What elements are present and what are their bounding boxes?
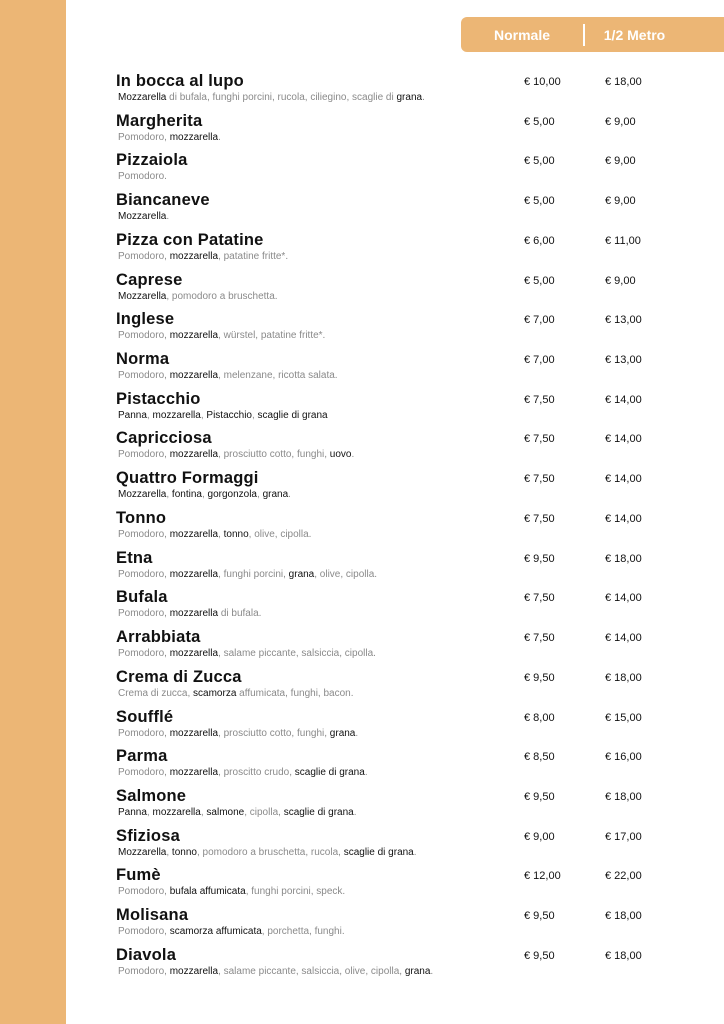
item-name: Molisana [116, 906, 189, 925]
menu-item [116, 428, 696, 468]
description-highlight: mozzarella [169, 449, 219, 461]
description-text: , [218, 528, 224, 540]
price-mezzo-metro: € 18,00 [605, 790, 642, 803]
price-normale: € 7,50 [524, 592, 555, 605]
description-highlight: mozzarella [169, 370, 219, 382]
price-mezzo-metro: € 14,00 [605, 393, 642, 406]
price-normale: € 5,00 [524, 155, 555, 168]
description-highlight: grana [396, 92, 423, 103]
item-description [118, 847, 417, 859]
description-highlight: grana [329, 727, 356, 739]
description-text: affumicata, funghi, bacon. [236, 687, 354, 699]
price-normale: € 7,50 [524, 512, 555, 525]
description-highlight: Mozzarella [118, 489, 167, 501]
menu-item [116, 389, 696, 429]
price-mezzo-metro: € 9,00 [605, 274, 636, 287]
description-text: , olive, cipolla. [314, 568, 378, 580]
price-mezzo-metro: € 14,00 [605, 512, 642, 525]
price-normale: € 12,00 [524, 870, 561, 883]
price-mezzo-metro: € 22,00 [605, 870, 642, 883]
item-name: Pizzaiola [116, 151, 188, 170]
description-highlight: Mozzarella [118, 211, 167, 223]
menu-item [116, 468, 696, 508]
price-mezzo-metro: € 14,00 [605, 632, 642, 645]
description-text: Pomodoro, [118, 886, 170, 898]
pizza-menu-list [116, 71, 696, 985]
description-highlight: mozzarella [169, 330, 219, 342]
description-highlight: scaglie di grana [343, 846, 414, 858]
description-text: Pomodoro, [118, 568, 170, 580]
description-text: , [257, 489, 263, 501]
price-normale: € 9,50 [524, 671, 555, 684]
description-text: Pomodoro, [118, 965, 170, 977]
price-normale: € 8,00 [524, 711, 555, 724]
item-description [118, 291, 278, 303]
description-text: , funghi porcini, speck. [245, 886, 346, 898]
description-highlight: Mozzarella [118, 846, 167, 858]
price-mezzo-metro: € 15,00 [605, 711, 642, 724]
description-highlight: gorgonzola [207, 489, 257, 501]
menu-item [116, 548, 696, 588]
item-name: Fumè [116, 866, 161, 885]
description-highlight: uovo [329, 449, 352, 461]
description-highlight: Mozzarella [118, 92, 167, 103]
price-normale: € 7,50 [524, 632, 555, 645]
description-highlight: Pistacchio [206, 409, 252, 421]
description-text: , olive, cipolla. [248, 528, 312, 540]
item-name: Tonno [116, 508, 167, 527]
description-text: , [201, 489, 208, 501]
description-text: , salame piccante, salsiccia, olive, cipolla, [218, 965, 405, 977]
header-mezzo-metro: 1/2 Metro [603, 26, 666, 43]
price-mezzo-metro: € 16,00 [605, 751, 642, 764]
item-name: Parma [116, 747, 168, 766]
price-normale: € 6,00 [524, 234, 555, 247]
description-highlight: scaglie di grana [294, 767, 365, 779]
price-mezzo-metro: € 18,00 [605, 910, 642, 923]
description-text: , pomodoro a bruschetta. [166, 290, 278, 302]
menu-item [116, 667, 696, 707]
menu-item [116, 309, 696, 349]
item-name: Etna [116, 548, 153, 567]
price-normale: € 9,00 [524, 830, 555, 843]
description-text: , pomodoro a bruschetta, rucola, [196, 846, 344, 858]
item-name: Norma [116, 350, 170, 369]
item-description [118, 966, 433, 978]
item-name: Bufala [116, 588, 168, 607]
description-text: di bufala. [218, 608, 262, 620]
price-mezzo-metro: € 9,00 [605, 155, 636, 168]
description-text: Pomodoro, [118, 250, 170, 262]
price-normale: € 9,50 [524, 910, 555, 923]
description-text: , salame piccante, salsiccia, cipolla. [218, 648, 376, 660]
side-accent-bar [0, 0, 66, 1024]
description-highlight: mozzarella [169, 568, 219, 580]
item-description [118, 688, 354, 700]
description-text: . [430, 965, 434, 977]
price-column-header [461, 17, 724, 52]
price-normale: € 7,00 [524, 354, 555, 367]
description-highlight: mozzarella [152, 409, 201, 421]
item-name: Crema di Zucca [116, 667, 242, 686]
menu-item [116, 786, 696, 826]
description-text: , funghi porcini, [218, 568, 289, 580]
description-text: di bufala, funghi porcini, rucola, ciliegino, scaglie di [166, 92, 397, 103]
item-description [118, 251, 288, 263]
price-normale: € 7,00 [524, 314, 555, 327]
item-description [118, 370, 338, 382]
description-highlight: scamorza affumicata [169, 926, 262, 938]
price-normale: € 7,50 [524, 393, 555, 406]
description-highlight: scaglie di grana [283, 806, 354, 818]
description-text: Pomodoro. [118, 171, 167, 183]
item-description [118, 648, 376, 660]
description-highlight: grana [262, 489, 289, 501]
item-description [118, 886, 345, 898]
description-text: , [146, 409, 153, 421]
description-text: Pomodoro, [118, 648, 170, 660]
description-highlight: grana [288, 568, 315, 580]
description-highlight: Panna [118, 409, 147, 421]
price-mezzo-metro: € 13,00 [605, 314, 642, 327]
description-text: . [166, 211, 170, 223]
item-name: Pistacchio [116, 389, 201, 408]
price-normale: € 5,00 [524, 115, 555, 128]
description-text: Crema di zucca, [118, 687, 194, 699]
description-text: Pomodoro, [118, 528, 170, 540]
menu-item [116, 905, 696, 945]
item-description [118, 171, 167, 183]
price-normale: € 5,00 [524, 274, 555, 287]
description-highlight: tonno [223, 528, 249, 540]
description-highlight: mozzarella [169, 965, 219, 977]
price-normale: € 9,50 [524, 949, 555, 962]
header-normale: Normale [493, 26, 551, 43]
description-text: Pomodoro, [118, 926, 170, 938]
description-highlight: mozzarella [169, 528, 219, 540]
price-mezzo-metro: € 13,00 [605, 354, 642, 367]
price-normale: € 8,50 [524, 751, 555, 764]
price-mezzo-metro: € 14,00 [605, 592, 642, 605]
price-mezzo-metro: € 18,00 [605, 76, 642, 88]
price-mezzo-metro: € 14,00 [605, 433, 642, 446]
description-text: , prosciutto cotto, funghi, [218, 449, 330, 461]
price-normale: € 9,50 [524, 790, 555, 803]
description-highlight: mozzarella [169, 767, 219, 779]
description-highlight: mozzarella [169, 250, 219, 262]
item-name: Quattro Formaggi [116, 469, 259, 488]
description-highlight: fontina [171, 489, 202, 501]
price-normale: € 5,00 [524, 195, 555, 208]
item-description [118, 132, 221, 144]
description-text: Pomodoro, [118, 330, 170, 342]
item-name: Margherita [116, 111, 203, 130]
item-description [118, 92, 425, 104]
description-text: , cipolla, [244, 806, 284, 818]
item-name: Diavola [116, 945, 177, 964]
item-name: Inglese [116, 310, 175, 329]
menu-item [116, 826, 696, 866]
price-normale: € 7,50 [524, 473, 555, 486]
description-text: Pomodoro, [118, 608, 170, 620]
item-description [118, 608, 261, 620]
description-text: , [166, 489, 172, 501]
item-description [118, 569, 377, 581]
item-description [118, 728, 358, 740]
item-description [118, 807, 357, 819]
description-text: , [200, 409, 207, 421]
description-text: , melenzane, ricotta salata. [218, 370, 338, 382]
menu-item [116, 190, 696, 230]
item-description [118, 767, 368, 779]
description-highlight: bufala affumicata [169, 886, 246, 898]
item-name: Capricciosa [116, 429, 212, 448]
description-text: . [218, 131, 221, 143]
price-normale: € 10,00 [524, 76, 561, 88]
item-description [118, 926, 345, 938]
price-mezzo-metro: € 18,00 [605, 671, 642, 684]
price-mezzo-metro: € 14,00 [605, 473, 642, 486]
item-description [118, 489, 291, 501]
description-text: , [251, 409, 258, 421]
description-text: . [413, 846, 417, 858]
description-highlight: mozzarella [152, 806, 201, 818]
description-text: Pomodoro, [118, 449, 170, 461]
description-text: , porchetta, funghi. [261, 926, 345, 938]
description-text: , würstel, patatine fritte*. [218, 330, 326, 342]
description-text: , patatine fritte*. [218, 250, 289, 262]
menu-item [116, 707, 696, 747]
description-text: . [353, 806, 357, 818]
item-name: Soufflé [116, 707, 174, 726]
description-text: . [288, 489, 291, 501]
price-mezzo-metro: € 18,00 [605, 552, 642, 565]
description-highlight: tonno [171, 846, 197, 858]
description-highlight: Panna [118, 806, 147, 818]
item-description [118, 330, 325, 342]
description-text: , [166, 846, 172, 858]
description-text: , [146, 806, 153, 818]
price-mezzo-metro: € 17,00 [605, 830, 642, 843]
description-highlight: scaglie di grana [257, 409, 328, 421]
menu-item [116, 111, 696, 151]
description-text: Pomodoro, [118, 370, 170, 382]
description-text: Pomodoro, [118, 727, 170, 739]
description-text: , proscitto crudo, [218, 767, 295, 779]
item-description [118, 211, 169, 223]
menu-item [116, 587, 696, 627]
item-name: Biancaneve [116, 191, 210, 210]
item-name: In bocca al lupo [116, 72, 244, 90]
description-highlight: mozzarella [169, 727, 219, 739]
price-mezzo-metro: € 11,00 [605, 234, 641, 247]
description-highlight: mozzarella [169, 648, 219, 660]
item-name: Pizza con Patatine [116, 230, 264, 249]
price-mezzo-metro: € 9,00 [605, 195, 636, 208]
description-highlight: Mozzarella [118, 290, 167, 302]
menu-item [116, 230, 696, 270]
menu-item [116, 150, 696, 190]
description-text: . [364, 767, 368, 779]
description-text: Pomodoro, [118, 131, 170, 143]
description-highlight: scamorza [193, 687, 237, 699]
item-description [118, 410, 328, 422]
menu-item [116, 627, 696, 667]
description-text: . [422, 92, 425, 103]
menu-item [116, 270, 696, 310]
item-name: Caprese [116, 270, 183, 289]
item-description [118, 449, 354, 461]
price-normale: € 7,50 [524, 433, 555, 446]
description-text: Pomodoro, [118, 767, 170, 779]
description-text: . [351, 449, 355, 461]
menu-item [116, 865, 696, 905]
price-mezzo-metro: € 9,00 [605, 115, 636, 128]
menu-item [116, 746, 696, 786]
price-mezzo-metro: € 18,00 [605, 949, 642, 962]
description-text: , [200, 806, 207, 818]
item-name: Arrabbiata [116, 628, 201, 647]
description-text: . [355, 727, 359, 739]
description-text: , prosciutto cotto, funghi, [218, 727, 330, 739]
description-highlight: mozzarella [169, 608, 219, 620]
menu-item [116, 71, 696, 111]
price-normale: € 9,50 [524, 552, 555, 565]
item-name: Sfiziosa [116, 826, 180, 845]
menu-item [116, 945, 696, 985]
item-name: Salmone [116, 786, 187, 805]
description-highlight: grana [404, 965, 431, 977]
description-highlight: mozzarella [169, 131, 219, 143]
menu-item [116, 508, 696, 548]
description-highlight: salmone [206, 806, 245, 818]
item-description [118, 529, 311, 541]
menu-item [116, 349, 696, 389]
